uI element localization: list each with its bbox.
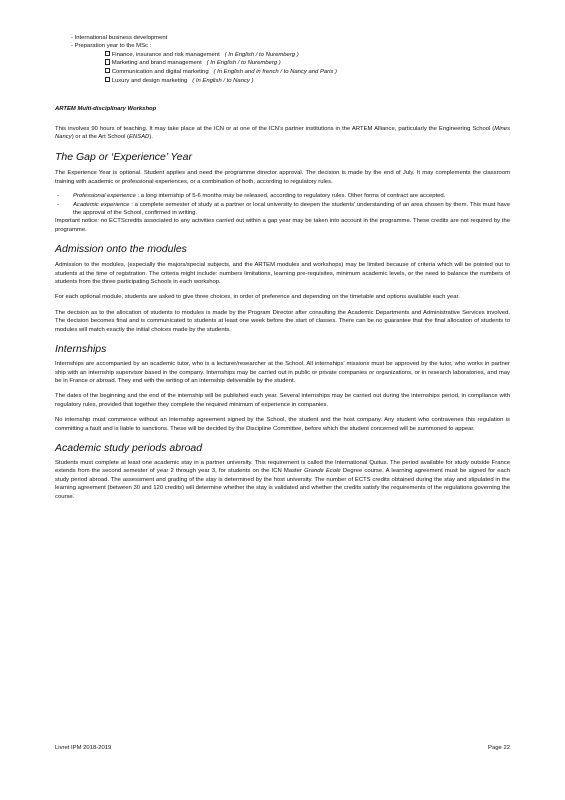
- bullet-label: Academic experience: [73, 201, 130, 208]
- text-run: ) or at the Art School (: [71, 134, 129, 140]
- checkbox-icon: [105, 68, 110, 73]
- section-title: Academic study periods abroad: [55, 441, 203, 454]
- text-run: ).: [149, 134, 153, 140]
- page-content: [55, 34, 510, 501]
- intro-list: [55, 34, 510, 85]
- page-number: Page 22: [488, 745, 510, 751]
- text-run: This involves 90 hours of teaching. It may take place at the ICN or at one of the ICN’s partner institutions in the ARTEM Alliance, particularly the Engineering School (: [55, 125, 495, 132]
- list-item: - Preparation year to the MSc :: [71, 43, 152, 50]
- sub-item-note: ( In English / to Nuremberg ): [206, 60, 281, 67]
- sub-list-item: [105, 77, 510, 86]
- section-title: The Gap or ‘Experience’ Year: [55, 151, 192, 164]
- sub-item-note: ( In English / to Nuremberg ): [224, 52, 299, 58]
- list-item: - International business development: [71, 35, 168, 41]
- footer-left: Livret IPM 2018-2019: [55, 745, 112, 751]
- sub-item-note: ( In English / to Nancy ): [192, 77, 254, 84]
- sub-item-note: ( In English and in french / to Nancy and Paris ): [213, 69, 337, 76]
- sub-list-item: [105, 51, 510, 60]
- checkbox-icon: [105, 59, 110, 64]
- bullet-text: : a long internship of 5-6 months may be released, according to regulatory rules. Other forms of contract are accepted.: [137, 193, 446, 200]
- section-title: Internships: [55, 343, 107, 356]
- checkbox-icon: [105, 51, 110, 56]
- sub-list-item: [105, 59, 510, 68]
- paragraph: Admission to the modules, (especially the majors/special subjects, and the ARTEM modules and workshops) may be limited because of criteria which will be pointed out to students at the time of registration. The criteria might include: numbers limitations, learning pre-requisites, minimum academic levels, or the need to balance the numbers of students from the three participating Schools in each workshop.: [55, 262, 510, 286]
- page-footer: [55, 745, 510, 751]
- sub-item-text: Communication and digital marketing: [111, 69, 209, 76]
- text-run: Degree course. A learning agreement must be signed for each study period abroad. The assessment and grading of the stay is determined by the host university. The number of ECTS credits obtained during the stay and stipulated in the learning agreement (between 30 and 120 credits) will determine whether the stay is validated and whether the credits satisfy the requirements of the regulations governing the course.: [55, 468, 510, 500]
- paragraph: Internships are accompanied by an academic tutor, who is a lecturer/researcher at the School. All internships’ missions must be approved by the tutor, who works in partner ship with an internship supervisor based in the company. Internships may be carried out in public or private companies or organizations, or in research laboratories, and may be in France or abroad. They end with the writing of an internship deliverable by the student.: [55, 361, 510, 384]
- workshop-paragraph: [55, 125, 510, 142]
- text-run: ENSAD: [129, 134, 150, 140]
- paragraph: The decision as to the allocation of students to modules is made by the Program Director after consulting the Academic Departments and Administrative Services involved. The decision becomes final and is communicated to students at least one week before the start of classes. There can be no guarantee that the final allocation of students to modules will match exactly the initial choices made by the students.: [55, 309, 510, 333]
- paragraph: The Experience Year is optional. Student applies and need the programme director approval. The decision is made by the end of July. It may complements the classroom training with academic or professional experiences, or a combination of both, according to regulatory rules.: [55, 170, 510, 185]
- bullet-label: Professional experience: [73, 193, 136, 200]
- text-run: Grande Ecole: [304, 468, 341, 475]
- workshop-heading: ARTEM Multi-disciplinary Workshop: [55, 106, 157, 113]
- list-item: [55, 201, 510, 218]
- paragraph: No internship must commence without an internship agreement signed by the School, the student and the host company. Any student who contravenes this regulation is committing a fault and is liable to sanctions. These will be decided by the Discipline Committee, before which the student concerned will be summoned to appear.: [55, 417, 510, 432]
- dash-bullet: -: [57, 201, 59, 208]
- paragraph: The dates of the beginning and the end of the internship will be published each year. Several internships may be carried out during the internships period, in compliance with regulatory rules, provided that together they complete the required minimum of experience in companies.: [55, 393, 510, 408]
- bullet-text: : a complete semester of study at a partner or local university to deepen the students’ understanding of an area chosen by them. This must have the approval of the School, confirmed in writing.: [73, 201, 510, 217]
- sub-item-text: Finance, insurance and risk management: [111, 52, 220, 58]
- list-item: [55, 192, 510, 200]
- sub-item-text: Luxury and design marketing: [111, 77, 188, 84]
- checkbox-icon: [105, 77, 110, 82]
- notice: Important notice: no ECTScredits associated to any activities carried out within a gap year may be taken into account in the programme. These credits are not required by the programme.: [55, 218, 510, 233]
- section-title: Admission onto the modules: [55, 243, 187, 256]
- text-run: Mines Nancy: [55, 125, 510, 140]
- paragraph: [55, 459, 510, 501]
- text-run: Students must complete at least one academic stay in a partner university. This requirement is called the International Quitus. The period available for study outside France extends from the second semester of year 2 through year 3, for students on the ICN Master: [55, 459, 510, 475]
- paragraph: For each optional module, students are asked to give three choices, in order of preference and depending on the timetable and options available each year.: [55, 294, 460, 301]
- dash-bullet: -: [57, 193, 59, 200]
- sub-list: [105, 51, 510, 85]
- sub-list-item: [105, 68, 510, 77]
- sub-item-text: Marketing and brand management: [111, 60, 202, 67]
